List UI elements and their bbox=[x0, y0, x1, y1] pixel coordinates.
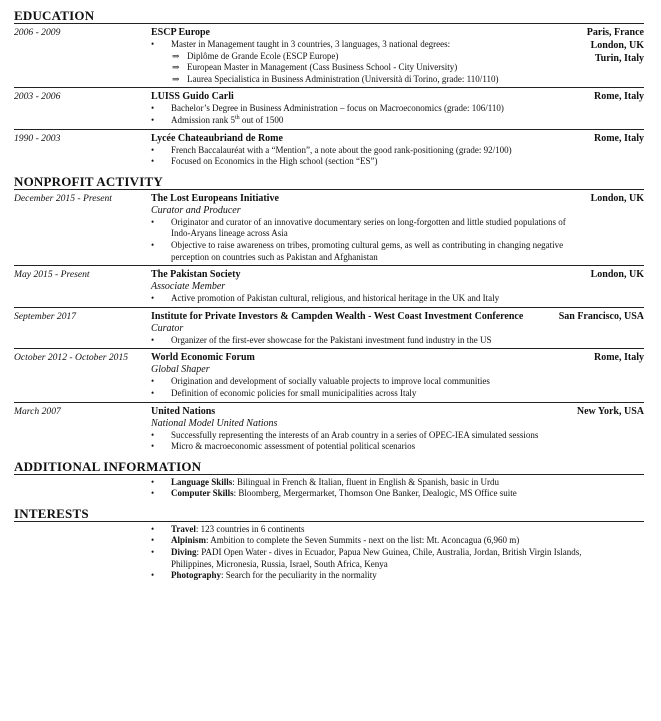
entry-location: London, UK bbox=[590, 269, 644, 281]
entry-bullet: • Objective to raise awareness on tribes, promoting cultural gems, as well as contributing in changing negative perception on countries such as Pakistan and Afghanistan bbox=[151, 240, 584, 263]
entry-location: Turin, Italy bbox=[594, 53, 644, 64]
item-label: Diving bbox=[171, 547, 197, 558]
entry-date: May 2015 - Present bbox=[14, 269, 90, 281]
education-entry-escp bbox=[14, 26, 644, 85]
item-label: Language Skills bbox=[171, 476, 233, 487]
entry-role: National Model United Nations bbox=[151, 417, 278, 429]
entry-date: December 2015 - Present bbox=[14, 192, 112, 204]
entry-bullet: • Originator and curator of an innovative documentary series on long-forgotten and little studied populations of Indo-Aryans lineage across Asia bbox=[151, 217, 584, 240]
nonprofit-entry bbox=[14, 268, 644, 305]
entry-bullet: • Active promotion of Pakistan cultural, religious, and historical heritage in the UK and Italy bbox=[151, 293, 644, 305]
entry-bullet-rank bbox=[151, 115, 644, 127]
entry-bullet: • Focused on Economics in the High school (section “ES”) bbox=[151, 156, 644, 168]
additional-heading: ADDITIONAL INFORMATION bbox=[14, 459, 644, 475]
entry-date: 1990 - 2003 bbox=[14, 132, 61, 144]
entry-location: Rome, Italy bbox=[594, 91, 644, 103]
item-label: Alpinism bbox=[171, 535, 207, 546]
education-entry-lycee bbox=[14, 132, 644, 168]
additional-item bbox=[151, 488, 644, 500]
entry-subitem: ⇒ European Master in Management (Cass Business School - City University) bbox=[151, 62, 644, 74]
interest-item bbox=[151, 570, 624, 582]
entry-org: The Pakistan Society bbox=[151, 269, 241, 281]
divider bbox=[14, 348, 644, 349]
entry-org: Lycée Chateaubriand de Rome bbox=[151, 132, 283, 144]
entry-bullet: • Bachelor’s Degree in Business Administration – focus on Macroeconomics (grade: 106/110) bbox=[151, 103, 644, 115]
nonprofit-entry bbox=[14, 310, 644, 347]
entry-role: Associate Member bbox=[151, 281, 226, 293]
nonprofit-entry bbox=[14, 192, 644, 263]
entry-location: Rome, Italy bbox=[594, 132, 644, 144]
item-label: Travel bbox=[171, 523, 196, 534]
entry-subitem: ⇒ Laurea Specialistica in Business Administration (Università di Torino, grade: 110/110) bbox=[151, 74, 644, 86]
entry-subitem: ⇒ Diplôme de Grande Ecole (ESCP Europe) bbox=[151, 51, 644, 63]
entry-org: LUISS Guido Carli bbox=[151, 91, 234, 103]
item-text: : Ambition to complete the Seven Summits - next on the list: Mt. Aconcagua (6,960 m) bbox=[206, 535, 520, 546]
entry-location: New York, USA bbox=[576, 405, 644, 417]
entry-date: March 2007 bbox=[14, 405, 61, 417]
item-text: : Bilingual in French & Italian, fluent in English & Spanish, basic in Urdu bbox=[232, 476, 499, 487]
entry-date: 2006 - 2009 bbox=[14, 27, 61, 38]
item-label: Photography bbox=[171, 570, 222, 581]
entry-bullet: • Micro & macroeconomic assessment of potential political scenarios bbox=[151, 441, 644, 453]
item-text: : PADI Open Water - dives in Ecuador, Papua New Guinea, Chile, Australia, Jordan, British Virgin Islands, Philippines, Micronesia, Russia, Israel, South Africa, Kenya bbox=[171, 547, 582, 569]
item-text: : Search for the peculiarity in the normality bbox=[221, 570, 377, 581]
rank-sup: th bbox=[235, 114, 240, 121]
interest-item bbox=[151, 524, 624, 536]
entry-bullet: • Definition of economic policies for small municipalities across Italy bbox=[151, 388, 644, 400]
additional-item bbox=[151, 477, 644, 489]
entry-role: Global Shaper bbox=[151, 364, 210, 376]
entry-bullet: • Organizer of the first-ever showcase for the Pakistani investment fund industry in the US bbox=[151, 335, 644, 347]
entry-org: World Economic Forum bbox=[151, 352, 255, 364]
entry-bullet: • French Baccalauréat with a “Mention”, a note about the good rank-positioning (grade: 92/100) bbox=[151, 145, 644, 157]
item-label: Computer Skills bbox=[171, 488, 234, 499]
rank-text-post: out of 1500 bbox=[239, 114, 284, 125]
education-entry-luiss bbox=[14, 90, 644, 126]
entry-date: September 2017 bbox=[14, 310, 77, 322]
additional-info bbox=[14, 477, 644, 500]
entry-org: United Nations bbox=[151, 405, 216, 417]
interests bbox=[14, 524, 644, 582]
entry-location: Paris, France bbox=[586, 27, 644, 38]
entry-location: London, UK bbox=[590, 192, 644, 204]
entry-bullet: • Master in Management taught in 3 countries, 3 languages, 3 national degrees: bbox=[151, 39, 644, 51]
divider bbox=[14, 402, 644, 403]
entry-org: Institute for Private Investors & Campden Wealth - West Coast Investment Conference bbox=[151, 310, 524, 322]
item-text: : 123 countries in 6 continents bbox=[195, 523, 305, 534]
entry-date: 2003 - 2006 bbox=[14, 91, 61, 103]
interest-item bbox=[151, 535, 624, 547]
education-heading: EDUCATION bbox=[14, 8, 644, 24]
interests-heading: INTERESTS bbox=[14, 506, 644, 522]
divider bbox=[14, 307, 644, 308]
entry-bullet: • Origination and development of socially valuable projects to improve local communities bbox=[151, 376, 644, 388]
entry-org: ESCP Europe bbox=[151, 27, 210, 38]
nonprofit-entry bbox=[14, 405, 644, 453]
entry-bullet: • Successfully representing the interests of an Arab country in a series of OPEC-IEA simulated sessions bbox=[151, 430, 644, 442]
item-text: : Bloomberg, Mergermarket, Thomson One Banker, Dealogic, MS Office suite bbox=[233, 488, 517, 499]
divider bbox=[14, 129, 644, 130]
rank-text: Admission rank 5 bbox=[171, 114, 235, 125]
nonprofit-heading: NONPROFIT ACTIVITY bbox=[14, 174, 644, 190]
entry-location: San Francisco, USA bbox=[558, 310, 644, 322]
entry-location: London, UK bbox=[590, 40, 644, 51]
entry-location: Rome, Italy bbox=[594, 352, 644, 364]
entry-date: October 2012 - October 2015 bbox=[14, 352, 129, 364]
nonprofit-entry bbox=[14, 351, 644, 399]
entry-role: Curator bbox=[151, 322, 184, 334]
resume-page bbox=[14, 8, 644, 582]
entry-role: Curator and Producer bbox=[151, 204, 241, 216]
interest-item bbox=[151, 547, 624, 570]
entry-org: The Lost Europeans Initiative bbox=[151, 192, 279, 204]
divider bbox=[14, 265, 644, 266]
divider bbox=[14, 87, 644, 88]
